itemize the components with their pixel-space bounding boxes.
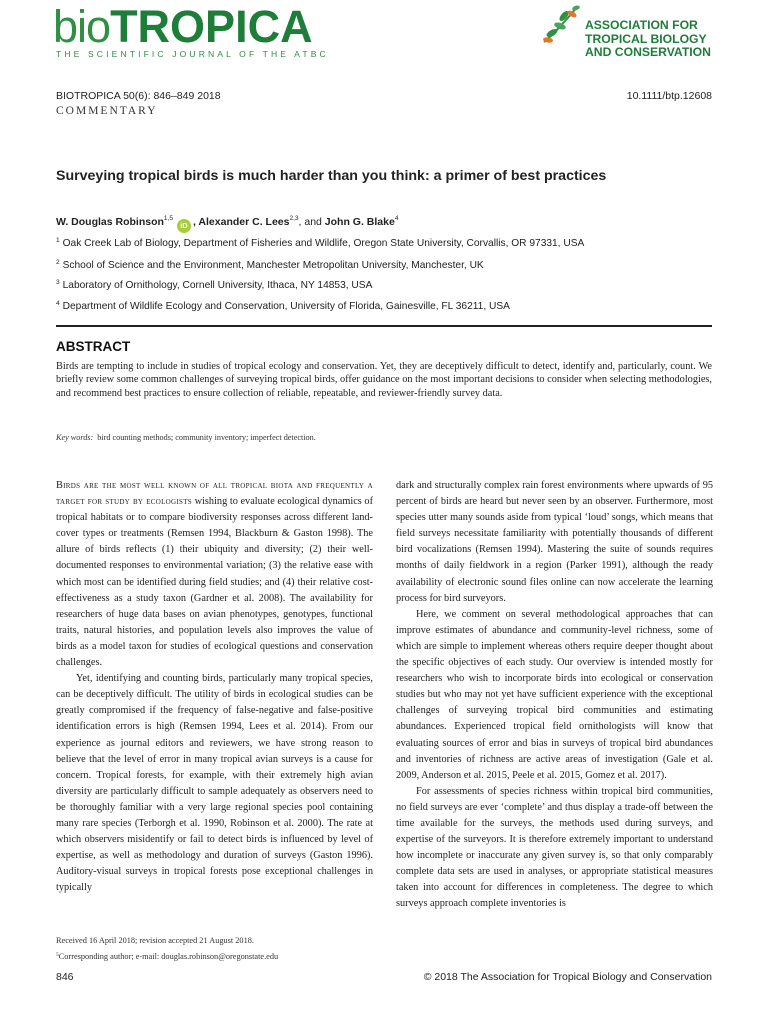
corresponding-author bbox=[56, 948, 376, 964]
author-affiliation-marker: 4 bbox=[394, 215, 399, 222]
affiliation-number: 4 bbox=[56, 300, 60, 307]
affiliation-text: Laboratory of Ornithology, Cornell University, Ithaca, NY 14853, USA bbox=[62, 280, 373, 291]
body-paragraph bbox=[56, 478, 373, 671]
affiliation-text: Department of Wildlife Ecology and Conservation, University of Florida, Gainesville, FL 36211, USA bbox=[62, 301, 510, 312]
received-date: Received 16 April 2018; revision accepted 21 August 2018. bbox=[56, 936, 254, 945]
journal-logo bbox=[53, 3, 313, 51]
logo-tropica-text: TROPICA bbox=[110, 1, 313, 52]
association-line-2: TROPICAL BIOLOGY bbox=[585, 31, 707, 46]
body-paragraph: dark and structurally complex rain forest environments where upwards of 95 percent of birds are heard but never seen by an observer. Furthermore, most species utter many sounds aside from typical ‘loud’ songs, which means that field surveys necessitate familiarity with potentially thousands of different bird vocalizations (Remsen 1994). Mastering the suite of sounds requires months of daily fieldwork in a region (Parker 1991), although the ready availability of electronic sound files online can now accelerate the learning process for bird surveyors. bbox=[396, 480, 713, 604]
body-paragraph: For assessments of species richness within tropical bird communities, no field surveys are ever ‘complete’ and thus display a trade-off between the time available for the surveys, the methods used during surveys, and expertise of the surveyors. It is therefore extremely important to understand how incomplete or inaccurate any given survey is, so that only comparably complete data sets are used in analyses, or appropriate statistical measures taken into account for differences in completeness. The degree to which surveys approach complete inventories is bbox=[396, 785, 713, 910]
affiliation-text: Oak Creek Lab of Biology, Department of Fisheries and Wildlife, Oregon State University, Corvallis, OR 97331, USA bbox=[62, 238, 585, 249]
section-divider bbox=[56, 325, 712, 327]
affiliation-text: School of Science and the Environment, Manchester Metropolitan University, Manchester, UK bbox=[62, 260, 484, 271]
footnote-marker: 5 bbox=[56, 952, 59, 958]
association-line-1: ASSOCIATION FOR bbox=[585, 18, 698, 32]
citation: BIOTROPICA 50(6): 846–849 2018 bbox=[56, 90, 221, 102]
page-number: 846 bbox=[56, 971, 74, 983]
body-paragraph: Here, we comment on several methodological approaches that can improve estimates of abundance and community-level richness, some of which are simple to implement whereas others require deeper thought about the specific objectives of each study. Our overview is intended mostly for researchers who wish to incorporate birds into ecological or conservation studies but who may not yet have sufficient experience with the exceptional challenges of surveying tropical bird communities and estimating abundances. Experienced tropical field ornithologists will know that evaluating sources of error and bias in surveys of tropical bird abundances and inventories of richness are active areas of investigation (Gale et al. 2009, Anderson et al. 2015, Peele et al. 2015, Gomez et al. 2017). bbox=[396, 608, 713, 781]
author-name[interactable]: W. Douglas Robinson bbox=[56, 216, 164, 228]
association-line-3: AND CONSERVATION bbox=[585, 45, 711, 59]
author-name[interactable]: John G. Blake bbox=[324, 216, 395, 228]
association-name bbox=[585, 19, 711, 60]
corresponding-author-text[interactable]: Corresponding author; e-mail: douglas.robinson@oregonstate.edu bbox=[58, 952, 279, 961]
affiliation-2 bbox=[56, 259, 484, 271]
section-label: COMMENTARY bbox=[56, 105, 158, 117]
article-footnotes bbox=[56, 934, 376, 964]
keywords-label: Key words: bbox=[56, 433, 94, 442]
abstract-heading: ABSTRACT bbox=[56, 339, 131, 354]
body-column-right bbox=[396, 478, 713, 966]
paragraph-text: wishing to evaluate ecological dynamics of tropical habitats or to compare biodiversity responses across different land-cover types or treatments (Remsen 1994, Blackburn & Gaston 1998). The allure of birds reflects (1) their ubiquity and diversity; (2) their well-documented responses to environmental variation; (3) the relative ease with which most can be identified during field studies; and (4) their relative cost-effectiveness as a study taxon (Gardner et al. 2008). The availability for researchers of huge data bases on avian phenotypes, genotypes, functional traits, natural histories, and population levels also improves the value of birds as a model taxon for studies of ecological questions and conservation challenges. bbox=[56, 496, 373, 669]
orcid-icon[interactable]: iD bbox=[177, 219, 191, 233]
affiliation-4 bbox=[56, 300, 510, 312]
author-separator: , and bbox=[298, 216, 325, 228]
journal-tagline: THE SCIENTIFIC JOURNAL OF THE ATBC bbox=[56, 49, 329, 59]
author-affiliation-marker: 2,3 bbox=[289, 215, 299, 222]
affiliation-number: 3 bbox=[56, 279, 60, 286]
keywords-text: bird counting methods; community inventory; imperfect detection. bbox=[97, 433, 316, 442]
article-title: Surveying tropical birds is much harder than you think: a primer of best practices bbox=[56, 168, 607, 184]
body-paragraph: Yet, identifying and counting birds, particularly many tropical species, can be deceptively difficult. The utility of birds in ecological studies can be greatly compromised if the frequency of false-negative and false-positive identification errors is high (Remsen 1994, Lees et al. 2014). From our experience as journal editors and reviewers, we have strong reason to believe that the level of error in many tropical avian surveys is a cause for concern. Tropical forests, for example, with their extremely high avian diversity are particularly difficult to sample adequately as observers need to be thoroughly familiar with a very large regional species pool containing many rare species (Terborgh et al. 1990, Robinson et al. 2000). The rate at which observers misidentify or fail to detect birds is influenced by level of expertise, as well as methodology and duration of surveys (Gaston 1996). Auditory-visual surveys in tropical forests pose exceptional challenges in typically bbox=[56, 673, 373, 894]
association-leaf-icon bbox=[538, 2, 584, 46]
author-name[interactable]: Alexander C. Lees bbox=[198, 216, 290, 228]
affiliation-number: 1 bbox=[56, 237, 60, 244]
author-list: W. Douglas Robinson$^{1,5}$iD , Alexander C. Lees$^{2,3}$, and John G. Blake$^4$ bbox=[56, 215, 398, 233]
copyright-notice: © 2018 The Association for Tropical Biology and Conservation bbox=[423, 971, 712, 983]
abstract-text: Birds are tempting to include in studies of tropical ecology and conservation. Yet, they are deceptively difficult to detect, identify and, particularly, count. We briefly review some common challenges of surveying tropical birds, offer guidance on the most important decisions to consider when selecting methodologies, and recommend best practices to ensure collection of reliable, repeatable, and reviewer-friendly survey data. bbox=[56, 361, 712, 399]
author-affiliation-marker: 1,5 bbox=[163, 215, 173, 222]
body-column-left bbox=[56, 478, 373, 926]
affiliation-number: 2 bbox=[56, 259, 60, 266]
affiliation-3 bbox=[56, 279, 372, 291]
logo-bio-text: bio bbox=[53, 1, 111, 52]
doi-link[interactable]: 10.1111/btp.12608 bbox=[626, 90, 712, 102]
lead-in-text: Birds are the most well known of all tropical biota and frequently a target for study by ecologists bbox=[56, 480, 373, 508]
affiliation-1 bbox=[56, 237, 584, 249]
keywords bbox=[56, 433, 316, 442]
